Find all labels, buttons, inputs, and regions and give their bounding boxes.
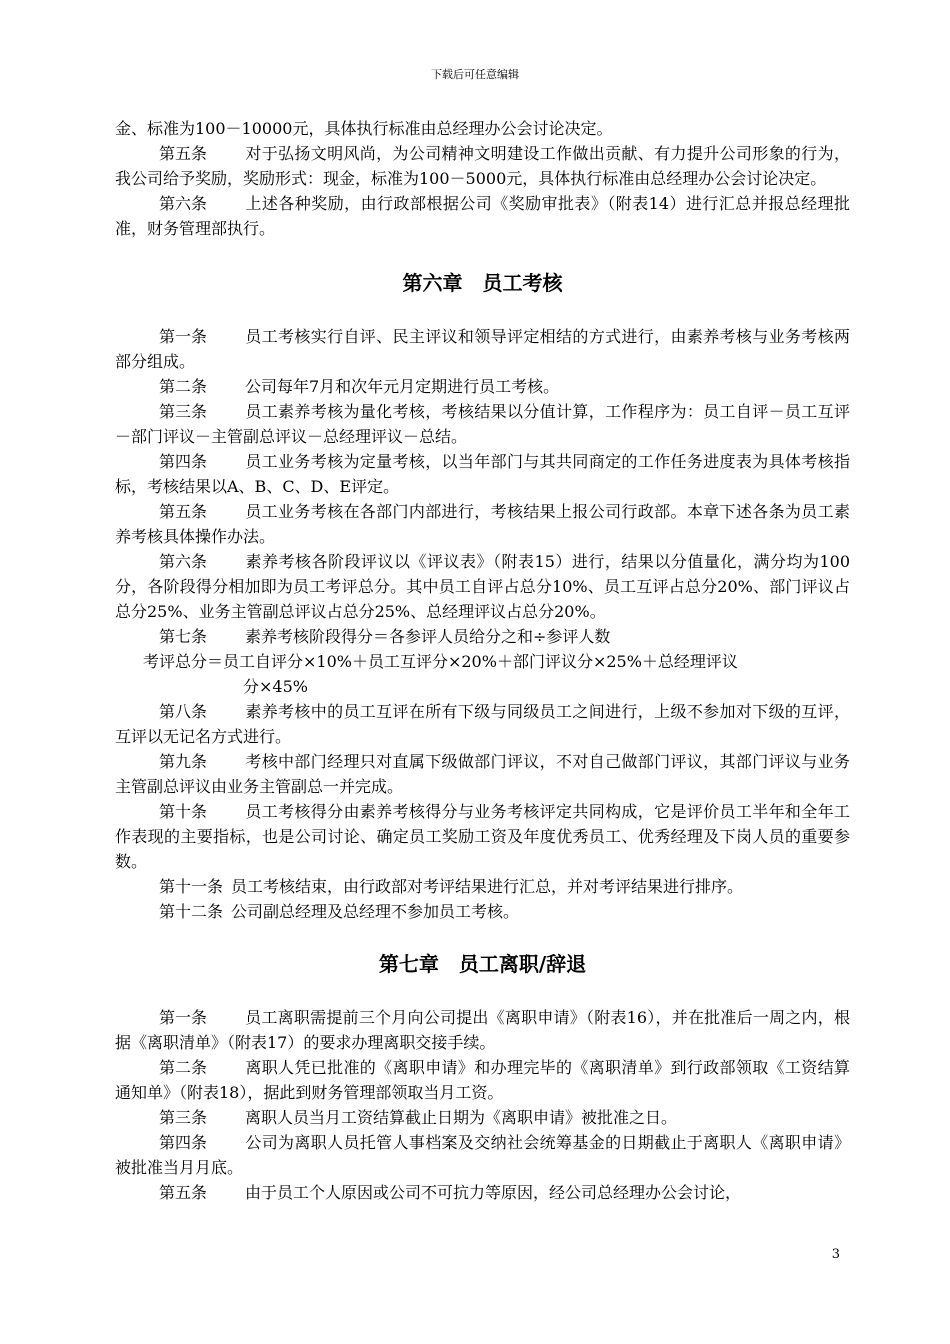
article-label: 第十一条 [159, 877, 224, 896]
article-text: 员工考核实行自评、民主评议和领导评定相结的方式进行，由素养考核与业务考核两部分组成。 [115, 327, 850, 371]
ch6-article-5 [115, 499, 850, 549]
article-label: 第三条 [159, 402, 208, 421]
article-text: 员工离职需提前三个月向公司提出《离职申请》（附表16），并在批准后一周之内，根据《离职清单》（附表17）的要求办理离职交接手续。 [115, 1008, 850, 1052]
article-text: 素养考核中的员工互评在所有下级与同级员工之间进行，上级不参加对下级的互评，互评以无记名方式进行。 [115, 702, 850, 746]
ch6-article-12 [115, 899, 850, 924]
ch7-article-4 [115, 1130, 850, 1180]
article-text: 考核中部门经理只对直属下级做部门评议，不对自己做部门评议，其部门评议与业务主管副总评议由业务主管副总一并完成。 [115, 752, 850, 796]
chapter-6-title: 第六章 员工考核 [402, 271, 563, 295]
ch6-article-10 [115, 799, 850, 874]
article-label: 第五条 [159, 502, 208, 521]
ch6-article-4 [115, 449, 850, 499]
article-label: 第七条 [159, 627, 208, 646]
article-label: 第八条 [159, 702, 208, 721]
article-label: 第一条 [159, 1008, 208, 1027]
article-label: 第五条 [159, 1183, 208, 1202]
chapter-7-title: 第七章 员工离职/辞退 [378, 952, 587, 976]
formula-line-2: 分×45% [243, 677, 308, 696]
article-text: 员工业务考核为定量考核，以当年部门与其共同商定的工作任务进度表为具体考核指标，考核结果以A、B、C、D、E评定。 [115, 452, 850, 496]
article-label: 第六条 [159, 194, 208, 213]
formula-line-1: 考评总分＝员工自评分×10%＋员工互评分×20%＋部门评议分×25%＋总经理评议 [143, 652, 738, 671]
ch6-article-3 [115, 399, 850, 449]
article-text: 对于弘扬文明风尚，为公司精神文明建设工作做出贡献、有力提升公司形象的行为，我公司给予奖励，奖励形式：现金，标准为100－5000元，具体执行标准由总经理办公会讨论决定。 [115, 144, 850, 188]
article-text: 公司每年7月和次年元月定期进行员工考核。 [245, 377, 560, 396]
ch6-article-8 [115, 699, 850, 749]
article-label: 第十条 [159, 802, 208, 821]
document-body [115, 116, 850, 1205]
ch6-article-6 [115, 549, 850, 624]
article-text: 员工考核得分由素养考核得分与业务考核评定共同构成，它是评价员工半年和全年工作表现的主要指标，也是公司讨论、确定员工奖励工资及年度优秀员工、优秀经理及下岗人员的重要参数。 [115, 802, 850, 871]
ch6-article-9 [115, 749, 850, 799]
ch7-article-5 [115, 1180, 850, 1205]
ch6-article-1 [115, 324, 850, 374]
article-text: 上述各种奖励，由行政部根据公司《奖励审批表》（附表14）进行汇总并报总经理批准，财务管理部执行。 [115, 194, 850, 238]
article-text: 离职人凭已批准的《离职申请》和办理完毕的《离职清单》到行政部领取《工资结算通知单》（附表18），据此到财务管理部领取当月工资。 [115, 1058, 850, 1102]
page-header: 下载后可任意编辑 [431, 68, 519, 81]
page-number: 3 [831, 1247, 840, 1262]
article-label: 第三条 [159, 1108, 208, 1127]
article-label: 第五条 [159, 144, 208, 163]
article-text: 素养考核阶段得分＝各参评人员给分之和÷参评人数 [245, 627, 611, 646]
ch7-article-1 [115, 1005, 850, 1055]
ch6-article-2 [115, 374, 850, 399]
article-6-reward [115, 191, 850, 241]
paragraph-continuation: 金、标准为100－10000元，具体执行标准由总经理办公会讨论决定。 [115, 119, 613, 138]
ch6-article-7 [115, 624, 850, 649]
article-text: 员工考核结束，由行政部对考评结果进行汇总，并对考评结果进行排序。 [231, 877, 744, 896]
article-text: 公司副总经理及总经理不参加员工考核。 [231, 902, 520, 921]
article-text: 由于员工个人原因或公司不可抗力等原因，经公司总经理办公会讨论， [245, 1183, 742, 1202]
article-text: 员工素养考核为量化考核，考核结果以分值计算，工作程序为：员工自评－员工互评－部门评议－主管副总评议－总经理评议－总结。 [115, 402, 850, 446]
article-5-reward [115, 141, 850, 191]
article-label: 第一条 [159, 327, 208, 346]
article-label: 第二条 [159, 1058, 208, 1077]
article-text: 离职人员当月工资结算截止日期为《离职申请》被批准之日。 [245, 1108, 678, 1127]
ch6-article-11 [115, 874, 850, 899]
article-label: 第六条 [159, 552, 208, 571]
article-label: 第十二条 [159, 902, 224, 921]
article-text: 公司为离职人员托管人事档案及交纳社会统筹基金的日期截止于离职人《离职申请》被批准当月月底。 [115, 1133, 850, 1177]
ch7-article-3 [115, 1105, 850, 1130]
article-text: 素养考核各阶段评议以《评议表》（附表15）进行，结果以分值量化，满分均为100分，各阶段得分相加即为员工考评总分。其中员工自评占总分10%、员工互评占总分20%、部门评议占总分25%、业务主管副总评议占总分25%、总经理评议占总分20%。 [115, 552, 850, 621]
ch7-article-2 [115, 1055, 850, 1105]
article-text: 员工业务考核在各部门内部进行，考核结果上报公司行政部。本章下述各条为员工素养考核具体操作办法。 [115, 502, 850, 546]
article-label: 第九条 [159, 752, 208, 771]
article-label: 第四条 [159, 1133, 208, 1152]
article-label: 第二条 [159, 377, 208, 396]
article-label: 第四条 [159, 452, 208, 471]
